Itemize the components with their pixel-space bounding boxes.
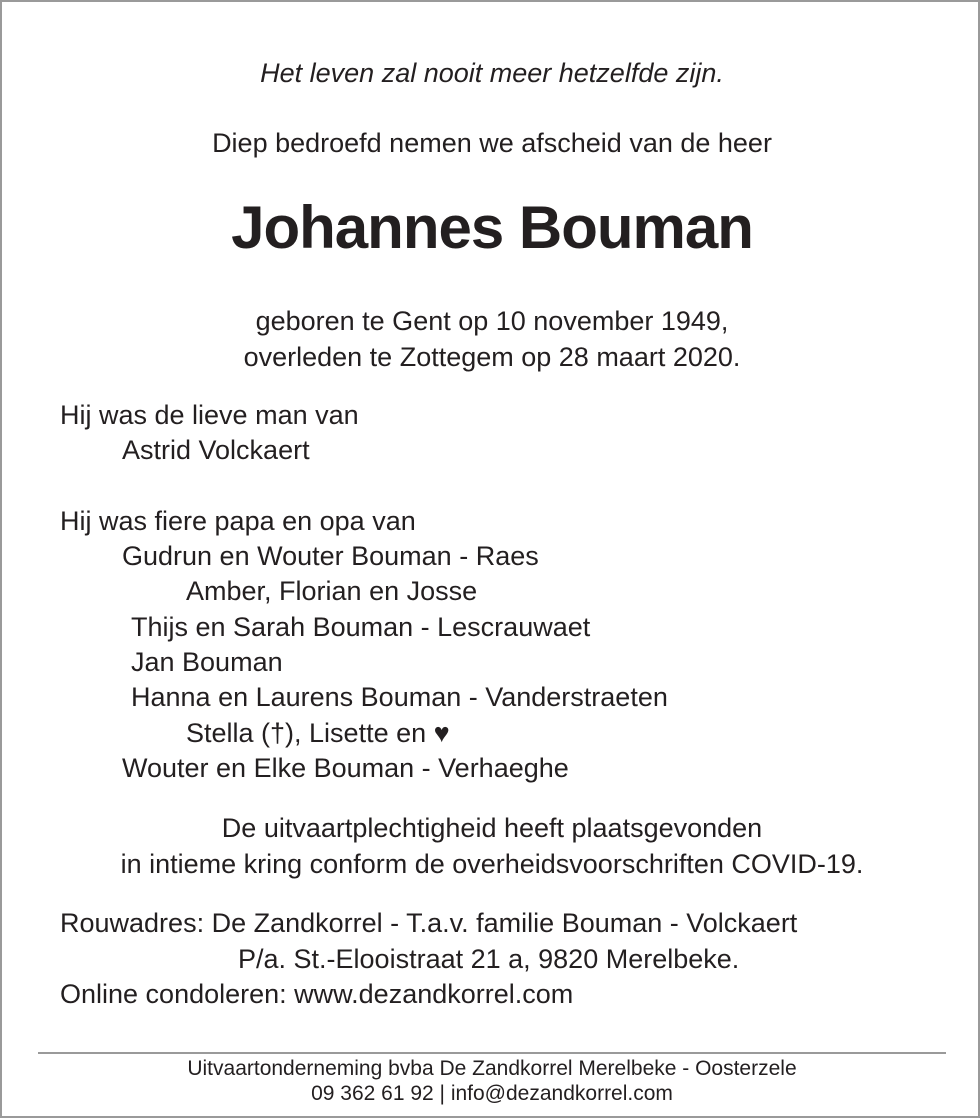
ceremony-text: in intieme kring conform de overheidsvoorschriften COVID-19. bbox=[120, 849, 864, 879]
mourning-address: Rouwadres: De Zandkorrel - T.a.v. familie Bouman - Volckaert bbox=[60, 908, 798, 938]
family-member: Gudrun en Wouter Bouman - Raes bbox=[122, 541, 539, 571]
family-member: Wouter en Elke Bouman - Verhaeghe bbox=[122, 753, 569, 783]
funeral-company: Uitvaartonderneming bvba De Zandkorrel Merelbeke - Oosterzele bbox=[187, 1057, 797, 1080]
spouse-name: Astrid Volckaert bbox=[122, 435, 310, 465]
footer-divider bbox=[38, 1052, 946, 1054]
family-heading: Hij was fiere papa en opa van bbox=[60, 506, 416, 536]
funeral-contact: 09 362 61 92 | info@dezandkorrel.com bbox=[311, 1082, 673, 1105]
mourning-address-line2: P/a. St.-Elooistraat 21 a, 9820 Merelbeke. bbox=[238, 944, 740, 974]
family-member: Jan Bouman bbox=[131, 647, 283, 677]
deceased-name: Johannes Bouman bbox=[231, 194, 753, 261]
birth-line: geboren te Gent op 10 november 1949, bbox=[255, 306, 729, 336]
motto: Het leven zal nooit meer hetzelfde zijn. bbox=[260, 58, 724, 88]
family-member: Hanna en Laurens Bouman - Vanderstraeten bbox=[131, 682, 668, 712]
spouse-heading: Hij was de lieve man van bbox=[60, 400, 359, 430]
grandchildren: Stella (†), Lisette en ♥ bbox=[186, 718, 450, 748]
intro-text: Diep bedroefd nemen we afscheid van de heer bbox=[212, 128, 772, 158]
ceremony-text: De uitvaartplechtigheid heeft plaatsgevonden bbox=[221, 813, 763, 843]
grandchildren: Amber, Florian en Josse bbox=[186, 576, 478, 606]
online-condolences: Online condoleren: www.dezandkorrel.com bbox=[60, 979, 574, 1009]
death-line: overleden te Zottegem op 28 maart 2020. bbox=[243, 342, 741, 372]
family-member: Thijs en Sarah Bouman - Lescrauwaet bbox=[131, 612, 591, 642]
